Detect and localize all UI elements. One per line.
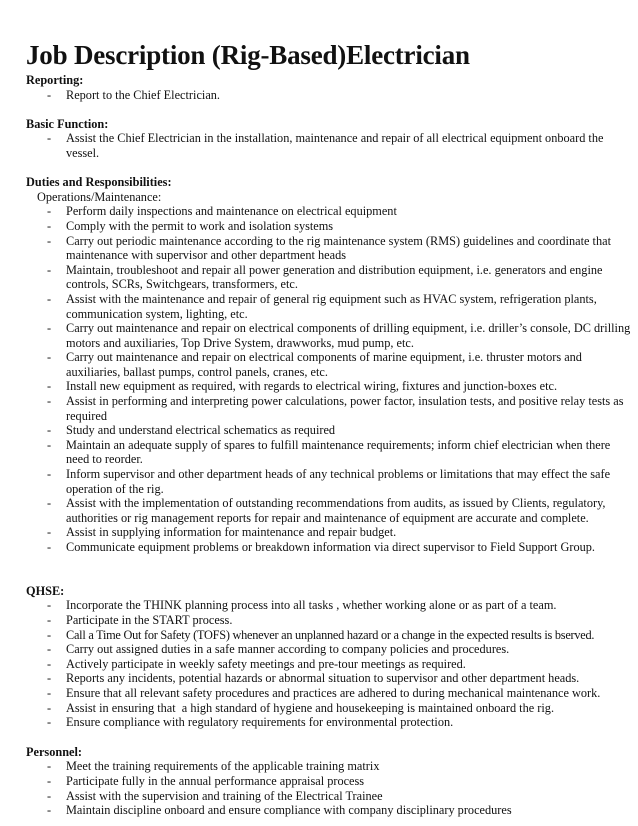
list-item-text: Carry out periodic maintenance according to the rig maintenance system (RMS) guidelines and coordinate that maintenance with supervisor and other department heads bbox=[66, 233, 611, 263]
dash-marker: - bbox=[47, 803, 52, 818]
list-item bbox=[26, 467, 632, 496]
list-item-text: Study and understand electrical schematics as required bbox=[66, 423, 336, 438]
spacer bbox=[26, 555, 632, 584]
document-title: Job Description (Rig-Based)Electrician bbox=[26, 40, 470, 70]
list-item bbox=[26, 613, 632, 628]
dash-marker: - bbox=[47, 131, 52, 146]
list-item-text: Communicate equipment problems or breakdown information via direct supervisor to Field Support Group. bbox=[66, 540, 596, 554]
list-item bbox=[26, 774, 632, 789]
list-item-text: Perform daily inspections and maintenance on electrical equipment bbox=[66, 204, 397, 219]
dash-marker: - bbox=[47, 642, 52, 657]
list-item-text: Maintain discipline onboard and ensure compliance with company disciplinary procedures bbox=[66, 803, 512, 818]
dash-marker: - bbox=[47, 496, 52, 511]
list-item-text: Assist in performing and interpreting power calculations, power factor, insulation tests, and positive relay tests as required bbox=[66, 394, 624, 423]
section-personnel bbox=[26, 745, 632, 818]
list-item bbox=[26, 671, 632, 686]
list-item-text: Ensure compliance with regulatory requirements for environmental protection. bbox=[66, 715, 454, 730]
dash-marker: - bbox=[47, 627, 52, 642]
dash-marker: - bbox=[47, 671, 52, 686]
list-item bbox=[26, 131, 632, 160]
list-item-text: Maintain, troubleshoot and repair all power generation and distribution equipment, i.e. generators and engine controls, SCRs, Switchgears, transformers, etc. bbox=[66, 262, 603, 292]
section-heading-basic-function: Basic Function: bbox=[26, 116, 109, 131]
list-item bbox=[26, 438, 632, 467]
dash-marker: - bbox=[47, 788, 52, 803]
dash-marker: - bbox=[47, 715, 52, 730]
reporting-list bbox=[26, 88, 632, 103]
list-item bbox=[26, 321, 632, 350]
list-item bbox=[26, 394, 632, 423]
list-item bbox=[26, 350, 632, 379]
list-item bbox=[26, 204, 632, 219]
section-reporting bbox=[26, 73, 632, 102]
list-item bbox=[26, 423, 632, 438]
dash-marker: - bbox=[47, 612, 52, 627]
duties-list bbox=[26, 204, 632, 554]
list-item-text: Assist the Chief Electrician in the installation, maintenance and repair of all electrical equipment onboard the vessel. bbox=[66, 131, 604, 160]
dash-marker: - bbox=[47, 291, 52, 306]
list-item-text: Carry out maintenance and repair on electrical components of marine equipment, i.e. thruster motors and auxiliaries, ballast pumps, control panels, cranes, etc. bbox=[66, 350, 582, 379]
dash-marker: - bbox=[47, 394, 52, 409]
list-item bbox=[26, 540, 632, 555]
section-heading-qhse: QHSE: bbox=[26, 583, 65, 598]
list-item-text: Assist with the implementation of outstanding recommendations from audits, as issued by Clients, regulatory, authorities or rig management reports for repair and maintenance of equipment are accurate and complete. bbox=[66, 496, 606, 525]
list-item-text: Carry out maintenance and repair on electrical components of drilling equipment, i.e. driller’s console, DC drilling motors and auxiliaries, Top Drive System, drawworks, mud pump, etc. bbox=[66, 321, 631, 350]
section-heading-duties: Duties and Responsibilities: bbox=[26, 175, 172, 190]
list-item-text: Participate fully in the annual performance appraisal process bbox=[66, 773, 365, 788]
dash-marker: - bbox=[47, 598, 52, 613]
dash-marker: - bbox=[47, 700, 52, 715]
list-item bbox=[26, 234, 632, 263]
list-item bbox=[26, 686, 632, 701]
dash-marker: - bbox=[47, 87, 52, 102]
qhse-list bbox=[26, 598, 632, 729]
dash-marker: - bbox=[47, 656, 52, 671]
list-item-text: Incorporate the THINK planning process into all tasks , whether working alone or as part of a team. bbox=[66, 598, 557, 613]
list-item-text: Assist with the maintenance and repair of general rig equipment such as HVAC system, refrigeration plants, communication system, lighting, etc. bbox=[66, 291, 597, 321]
dash-marker: - bbox=[47, 321, 52, 336]
dash-marker: - bbox=[47, 437, 52, 452]
list-item-text: Comply with the permit to work and isolation systems bbox=[66, 218, 334, 233]
list-item bbox=[26, 759, 632, 774]
list-item bbox=[26, 715, 632, 730]
list-item-text: Inform supervisor and other department heads of any technical problems or limitations that may effect the safe operation of the rig. bbox=[66, 467, 611, 496]
list-item bbox=[26, 292, 632, 321]
list-item-text: Assist with the supervision and training of the Electrical Trainee bbox=[66, 788, 383, 803]
list-item-text: Assist in ensuring that a high standard of hygiene and housekeeping is maintained onboard the rig. bbox=[66, 700, 555, 715]
list-item-text: Participate in the START process. bbox=[66, 612, 233, 627]
dash-marker: - bbox=[47, 525, 52, 540]
list-item-text: Install new equipment as required, with regards to electrical wiring, fixtures and junction-boxes etc. bbox=[66, 379, 558, 394]
personnel-list bbox=[26, 759, 632, 817]
dash-marker: - bbox=[47, 467, 52, 482]
list-item-text: Meet the training requirements of the applicable training matrix bbox=[66, 759, 380, 774]
dash-marker: - bbox=[47, 233, 52, 248]
list-item bbox=[26, 789, 632, 804]
dash-marker: - bbox=[47, 262, 52, 277]
list-item bbox=[26, 628, 632, 643]
list-item-text: Maintain an adequate supply of spares to fulfill maintenance requirements; inform chief electrician when there need to reorder. bbox=[66, 437, 611, 467]
section-duties bbox=[26, 175, 632, 554]
list-item-text: Call a Time Out for Safety (TOFS) whenever an unplanned hazard or a change in the expected results is bserved. bbox=[66, 627, 595, 642]
dash-marker: - bbox=[47, 350, 52, 365]
list-item bbox=[26, 525, 632, 540]
list-item bbox=[26, 642, 632, 657]
list-item bbox=[26, 598, 632, 613]
list-item bbox=[26, 88, 632, 103]
document-body bbox=[26, 73, 632, 818]
list-item-text: Report to the Chief Electrician. bbox=[66, 87, 220, 102]
list-item-text: Actively participate in weekly safety meetings and pre-tour meetings as required. bbox=[66, 656, 466, 671]
list-item-text: Carry out assigned duties in a safe manner according to company policies and procedures. bbox=[66, 642, 510, 657]
list-item bbox=[26, 657, 632, 672]
section-subheading-operations: Operations/Maintenance: bbox=[37, 189, 162, 204]
dash-marker: - bbox=[47, 218, 52, 233]
list-item-text: Assist in supplying information for maintenance and repair budget. bbox=[66, 525, 397, 540]
list-item-text: Ensure that all relevant safety procedures and practices are adhered to during mechanical maintenance work. bbox=[66, 685, 601, 700]
spacer bbox=[26, 102, 632, 117]
section-basic-function bbox=[26, 117, 632, 161]
list-item-text: Reports any incidents, potential hazards or abnormal situation to supervisor and other department heads. bbox=[66, 671, 580, 686]
list-item bbox=[26, 219, 632, 234]
spacer bbox=[26, 730, 632, 745]
dash-marker: - bbox=[47, 379, 52, 394]
dash-marker: - bbox=[47, 773, 52, 788]
list-item bbox=[26, 803, 632, 818]
list-item bbox=[26, 379, 632, 394]
section-heading-reporting: Reporting: bbox=[26, 73, 84, 87]
list-item bbox=[26, 496, 632, 525]
list-item bbox=[26, 701, 632, 716]
dash-marker: - bbox=[47, 540, 52, 554]
basic-function-list bbox=[26, 131, 632, 160]
section-qhse bbox=[26, 584, 632, 730]
list-item bbox=[26, 263, 632, 292]
dash-marker: - bbox=[47, 423, 52, 438]
section-heading-personnel: Personnel: bbox=[26, 744, 83, 759]
dash-marker: - bbox=[47, 759, 52, 774]
dash-marker: - bbox=[47, 685, 52, 700]
dash-marker: - bbox=[47, 204, 52, 219]
spacer bbox=[26, 161, 632, 176]
